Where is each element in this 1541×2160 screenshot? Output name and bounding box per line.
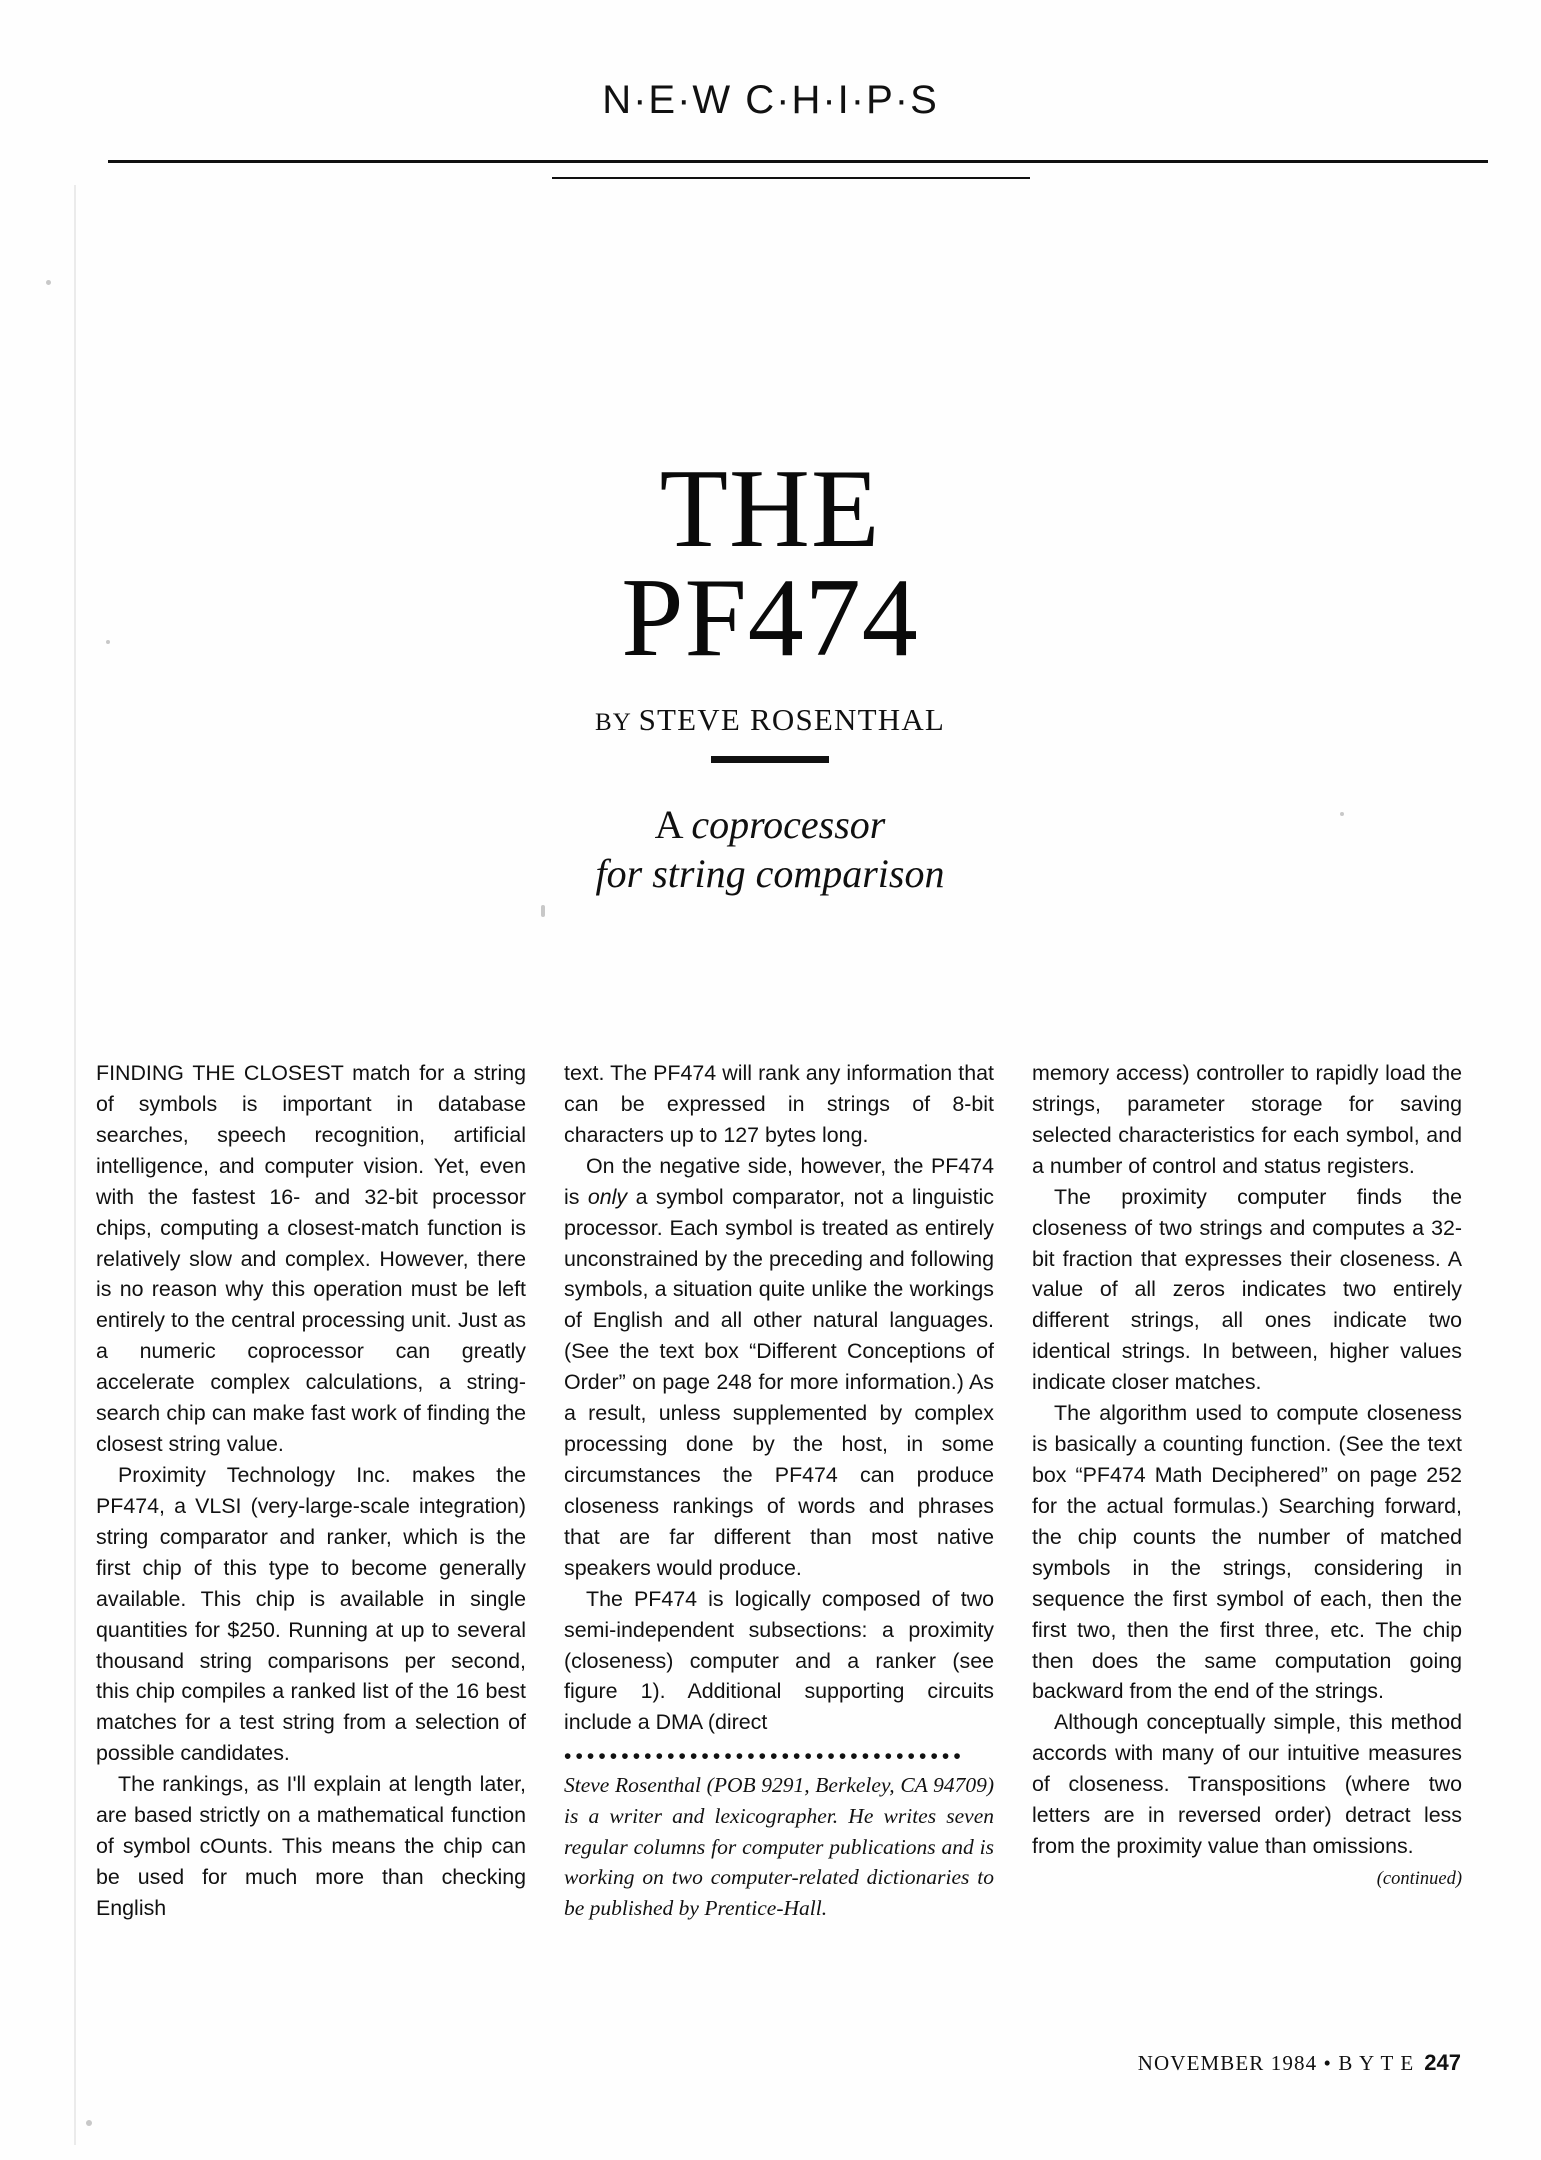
paragraph: Although conceptually simple, this method accords with many of our intuitive measures of closeness. Transpositions (where two letters are in reversed order) detract less from the proximity value than omissions. xyxy=(1032,1710,1462,1859)
continued-note: (continued) xyxy=(1376,1868,1462,1889)
paragraph: memory access) controller to rapidly load the strings, parameter storage for saving selected characteristics for each symbol, and a number of control and status registers. xyxy=(1032,1061,1462,1178)
paragraph: The algorithm used to compute closeness is basically a counting function. (See the text box “PF474 Math Deciphered” on page 252 for the actual formulas.) Searching forward, the chip counts the number of matched symbols in the strings, considering in sequence the first symbol of each, then the first two, then the first three, etc. The chip then does the same computation going backward from the end of the strings. xyxy=(1032,1401,1462,1704)
deck-line1-article: A xyxy=(654,802,692,848)
byline-author: STEVE ROSENTHAL xyxy=(638,702,946,738)
page-number: 247 xyxy=(1424,2050,1461,2075)
paragraph: On the negative side, however, the PF474 is only a symbol comparator, not a linguistic processor. Each symbol is treated as entirely unconstrained by the preceding and following symbols, a situation quite unlike the workings of English and all other natural languages. (See the text box “Different Conceptions of Order” on page 248 for more information.) As a result, unless supplemented by complex processing done by the host, in some circumstances the PF474 can produce closeness rankings of words and phrases that are far different than most native speakers would produce. xyxy=(564,1153,994,1580)
body-column-1 xyxy=(96,1058,526,1924)
paragraph: The PF474 is logically composed of two semi-independent subsections: a proximity (closeness) computer and a ranker (see figure 1). Additional supporting circuits include a DMA (direct xyxy=(564,1586,994,1735)
section-kicker xyxy=(0,78,1541,123)
author-bio: Steve Rosenthal (POB 9291, Berkeley, CA 94709) is a writer and lexicographer. He writes seven regular columns for computer publications and is working on two computer-related dictionaries to be published by Prentice-Hall. xyxy=(564,1773,994,1921)
paragraph: The rankings, as I'll explain at length later, are based strictly on a mathematical function of symbol cOunts. This means the chip can be used for much more than checking English xyxy=(96,1772,526,1920)
byline-prefix: BY xyxy=(594,709,639,737)
paragraph: FINDING THE CLOSEST match for a string of symbols is important in database searches, speech recognition, artificial intelligence, and computer vision. Yet, even with the fastest 16- and 32-bit processor chips, computing a closest-match function is relatively slow and complex. However, there is no reason why this operation must be left entirely to the central processing unit. Just as a numeric coprocessor can greatly accelerate complex calculations, a string-search chip can make fast work of finding the closest string value. xyxy=(96,1061,526,1457)
page-footer xyxy=(1138,2050,1461,2076)
page-edge-line xyxy=(74,185,76,2145)
scan-speck xyxy=(46,280,51,285)
scan-speck xyxy=(106,640,110,644)
deck-line1-word: coprocessor xyxy=(691,802,886,848)
bio-separator-dots: ••••••••••••••••••••••••••••••••••• xyxy=(564,1750,965,1765)
paragraph: The proximity computer finds the closeness of two strings and computes a 32-bit fraction that expresses their closeness. A value of all zeros indicates two entirely different strings, all ones indicate two identical strings. In between, higher values indicate closer matches. xyxy=(1032,1184,1462,1395)
article-deck xyxy=(300,801,1240,899)
byline-rule xyxy=(711,756,829,763)
paragraph: Proximity Technology Inc. makes the PF474, a VLSI (very-large-scale integration) string comparator and ranker, which is the first chip of this type to become generally available. This chip is available in single quantities for $250. Running at up to several thousand string comparisons per second, this chip compiles a ranked list of the 16 best matches for a test string from a selection of possible candidates. xyxy=(96,1462,526,1766)
kicker-label: N·E·W C·H·I·P·S xyxy=(602,78,939,122)
scan-speck xyxy=(1340,812,1344,816)
header-rule-long xyxy=(108,160,1488,163)
body-column-3 xyxy=(1032,1058,1462,1924)
header-rule-short xyxy=(552,177,1030,179)
page-title-line1: THE xyxy=(659,447,881,571)
body-column-2 xyxy=(564,1058,994,1924)
article-title-block xyxy=(300,447,1240,899)
issue-label: NOVEMBER 1984 • B Y T E xyxy=(1137,2051,1415,2075)
emphasis-word: only xyxy=(587,1184,628,1209)
paragraph: text. The PF474 will rank any information that can be expressed in strings of 8-bit characters up to 127 bytes long. xyxy=(564,1061,994,1147)
scan-speck xyxy=(541,905,545,917)
byline xyxy=(300,702,1240,738)
article-body xyxy=(96,1058,1462,1924)
deck-line2: for string comparison xyxy=(595,851,945,897)
scan-speck xyxy=(86,2120,92,2126)
page-title-line2: PF474 xyxy=(621,555,919,680)
